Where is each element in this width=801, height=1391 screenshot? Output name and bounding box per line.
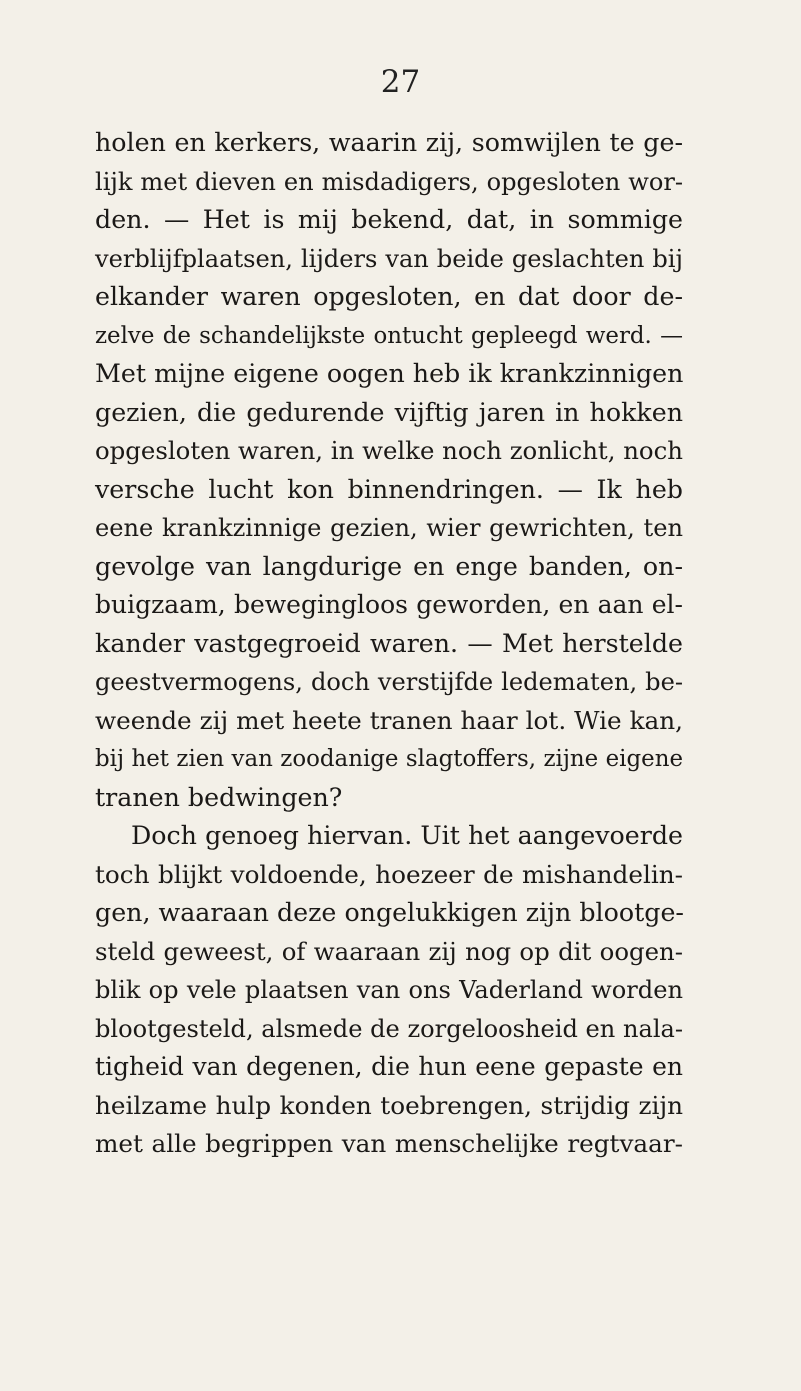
text-line: kander vastgegroeid waren. — Met herstelde	[95, 628, 683, 658]
body-text	[95, 124, 683, 1164]
text-line: blik op vele plaatsen van ons Vaderland worden	[95, 976, 683, 1004]
text-line: geestvermogens, doch verstijfde ledematen, be-	[95, 668, 683, 696]
text-line: lijk met dieven en misdadigers, opgesloten wor-	[95, 167, 683, 196]
text-line: steld geweest, of waaraan zij nog op dit oogen-	[95, 936, 683, 966]
text-line: blootgesteld, alsmede de zorgeloosheid en nala-	[95, 1014, 684, 1043]
text-line: heilzame hulp konden toebrengen, strijdig zijn	[95, 1090, 683, 1120]
text-line: toch blijkt voldoende, hoezeer de mishandelin-	[95, 859, 683, 889]
text-line: eene krankzinnige gezien, wier gewrichten, ten	[95, 514, 683, 542]
text-line: zelve de schandelijkste ontucht gepleegd werd. —	[95, 322, 683, 349]
text-line: buigzaam, bewegingloos geworden, en aan el-	[95, 590, 683, 619]
text-line: weende zij met heete tranen haar lot. Wie kan,	[95, 705, 683, 735]
text-line: Met mijne eigene oogen heb ik krankzinnigen	[95, 359, 684, 388]
text-line: gevolge van langdurige en enge banden, on-	[95, 551, 683, 581]
text-line: verblijfplaatsen, lijders van beide geslachten bij	[95, 244, 683, 273]
text-line: met alle begrippen van menschelijke regtvaar-	[95, 1129, 683, 1158]
text-line: gezien, die gedurende vijftig jaren in hokken	[95, 397, 683, 427]
text-line: opgesloten waren, in welke noch zonlicht, noch	[95, 436, 683, 465]
text-line: gen, waaraan deze ongelukkigen zijn blootge-	[95, 898, 684, 927]
page-number: 27	[380, 64, 421, 100]
text-line: den. — Het is mij bekend, dat, in sommige	[95, 205, 683, 234]
text-line: tigheid van degenen, die hun eene gepaste en	[95, 1052, 683, 1081]
paragraph-start-line: Doch genoeg hiervan. Uit het aangevoerde	[131, 821, 683, 850]
paragraph-end-line: tranen bedwingen?	[95, 782, 343, 812]
text-line: holen en kerkers, waarin zij, somwijlen te ge-	[95, 128, 683, 157]
text-line: versche lucht kon binnendringen. — Ik heb	[95, 474, 683, 504]
text-line: bij het zien van zoodanige slagtoffers, zijne eigene	[95, 746, 683, 772]
text-line: elkander waren opgesloten, en dat door de-	[95, 282, 683, 311]
